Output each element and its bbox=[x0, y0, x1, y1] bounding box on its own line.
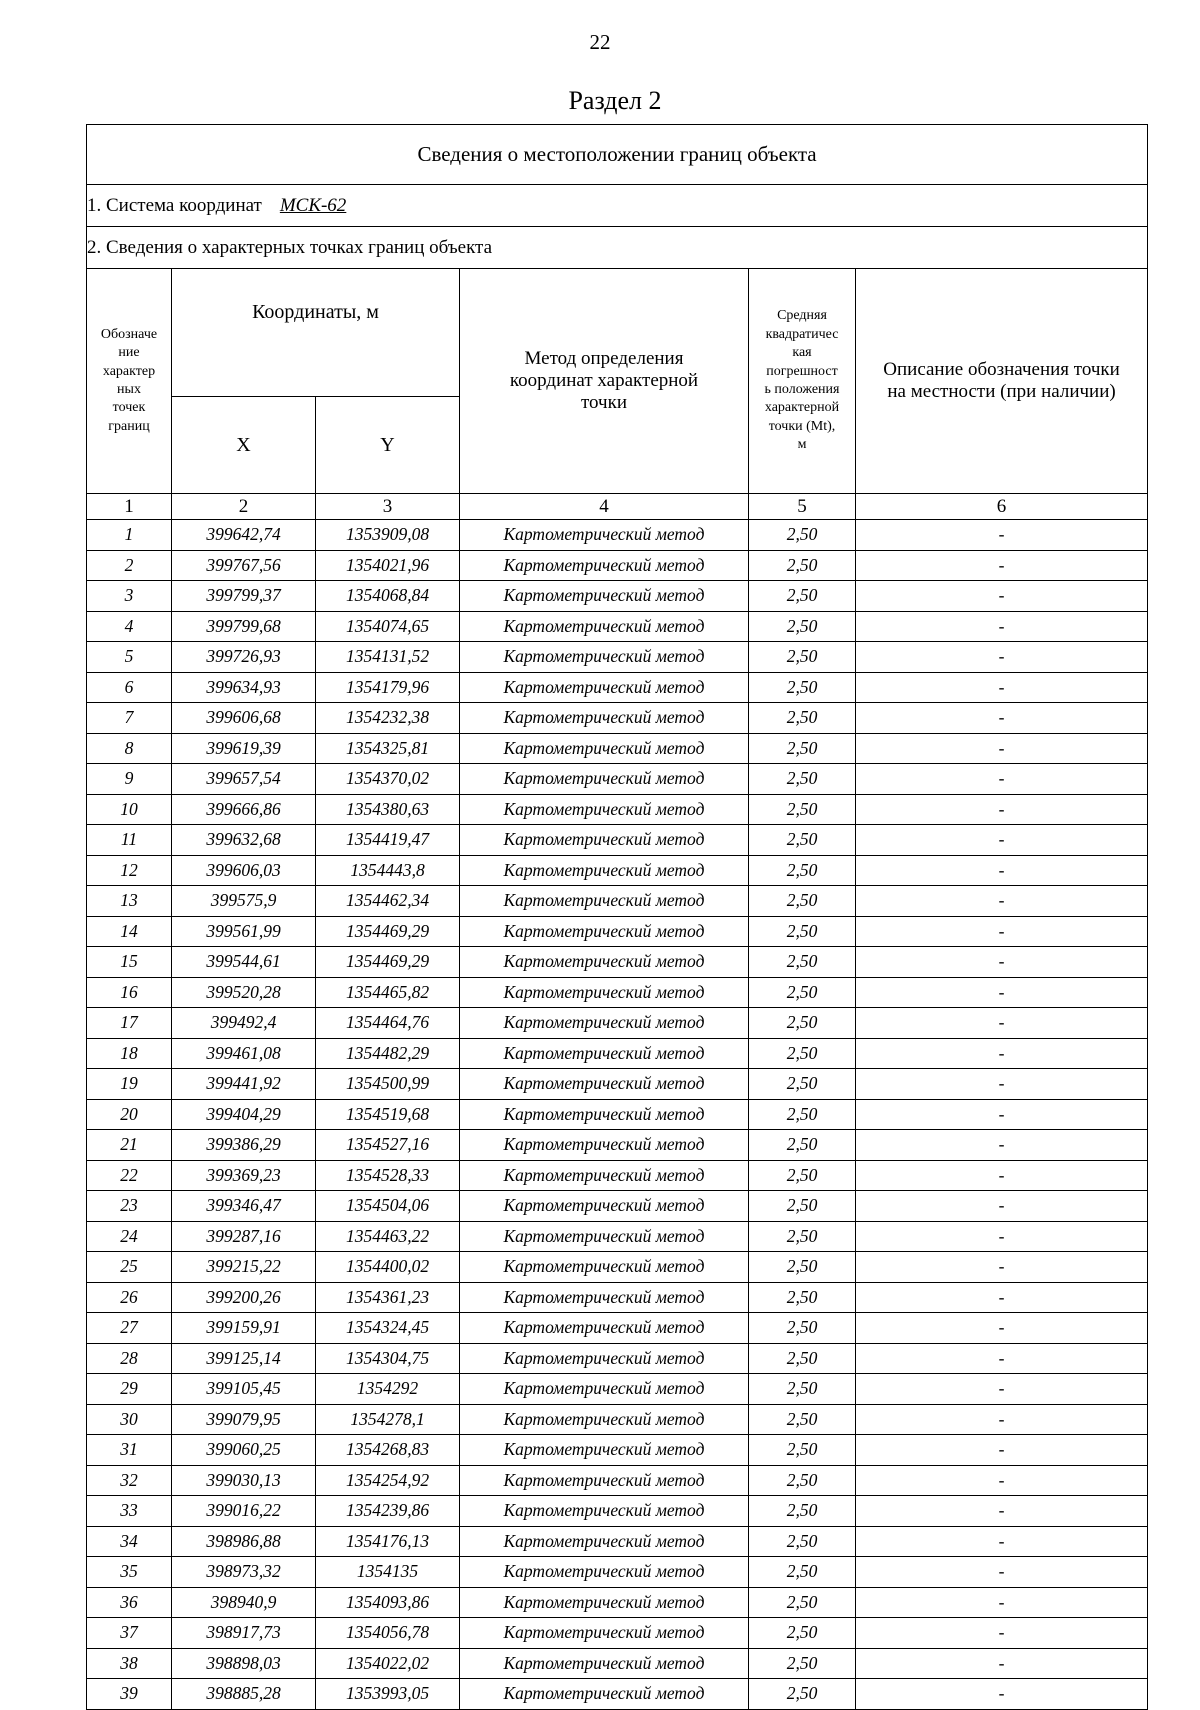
x-coordinate-cell: 398986,88 bbox=[172, 1526, 316, 1557]
error-cell: 2,50 bbox=[749, 1618, 856, 1649]
error-cell: 2,50 bbox=[749, 825, 856, 856]
description-cell: - bbox=[856, 1526, 1148, 1557]
point-number-cell: 22 bbox=[87, 1160, 172, 1191]
point-number-cell: 1 bbox=[87, 520, 172, 551]
header-coordinates: Координаты, м bbox=[172, 269, 460, 397]
boundary-points-table bbox=[86, 124, 1148, 1710]
point-number-cell: 29 bbox=[87, 1374, 172, 1405]
method-cell: Картометрический метод bbox=[460, 733, 749, 764]
point-number-cell: 26 bbox=[87, 1282, 172, 1313]
x-coordinate-cell: 399726,93 bbox=[172, 642, 316, 673]
x-coordinate-cell: 399666,86 bbox=[172, 794, 316, 825]
x-coordinate-cell: 399767,56 bbox=[172, 550, 316, 581]
x-coordinate-cell: 399799,37 bbox=[172, 581, 316, 612]
table-row bbox=[87, 1069, 1148, 1100]
description-cell: - bbox=[856, 1679, 1148, 1710]
table-row bbox=[87, 825, 1148, 856]
point-number-cell: 30 bbox=[87, 1404, 172, 1435]
description-cell: - bbox=[856, 1191, 1148, 1222]
y-coordinate-cell: 1354268,83 bbox=[316, 1435, 460, 1466]
coord-system-row bbox=[87, 185, 1148, 227]
y-coordinate-cell: 1354292 bbox=[316, 1374, 460, 1405]
table-row bbox=[87, 1679, 1148, 1710]
description-cell: - bbox=[856, 642, 1148, 673]
x-coordinate-cell: 398898,03 bbox=[172, 1648, 316, 1679]
description-cell: - bbox=[856, 825, 1148, 856]
table-row bbox=[87, 855, 1148, 886]
description-cell: - bbox=[856, 703, 1148, 734]
table-row bbox=[87, 1435, 1148, 1466]
column-numbers-row bbox=[87, 494, 1148, 520]
point-number-cell: 19 bbox=[87, 1069, 172, 1100]
method-cell: Картометрический метод bbox=[460, 977, 749, 1008]
y-coordinate-cell: 1354179,96 bbox=[316, 672, 460, 703]
table-row bbox=[87, 886, 1148, 917]
point-number-cell: 16 bbox=[87, 977, 172, 1008]
y-coordinate-cell: 1354304,75 bbox=[316, 1343, 460, 1374]
method-cell: Картометрический метод bbox=[460, 1679, 749, 1710]
error-cell: 2,50 bbox=[749, 1343, 856, 1374]
method-cell: Картометрический метод bbox=[460, 825, 749, 856]
error-cell: 2,50 bbox=[749, 1679, 856, 1710]
error-cell: 2,50 bbox=[749, 550, 856, 581]
page-number: 22 bbox=[589, 30, 611, 54]
header-error: Средняя квадратичес кая погрешност ь положения характерной точки (Mt), м bbox=[749, 269, 856, 494]
point-number-cell: 4 bbox=[87, 611, 172, 642]
x-coordinate-cell: 399079,95 bbox=[172, 1404, 316, 1435]
error-cell: 2,50 bbox=[749, 855, 856, 886]
table-row bbox=[87, 1648, 1148, 1679]
point-number-cell: 15 bbox=[87, 947, 172, 978]
error-cell: 2,50 bbox=[749, 733, 856, 764]
y-coordinate-cell: 1354239,86 bbox=[316, 1496, 460, 1527]
description-cell: - bbox=[856, 520, 1148, 551]
description-cell: - bbox=[856, 1069, 1148, 1100]
error-cell: 2,50 bbox=[749, 794, 856, 825]
description-cell: - bbox=[856, 916, 1148, 947]
y-coordinate-cell: 1354135 bbox=[316, 1557, 460, 1588]
error-cell: 2,50 bbox=[749, 642, 856, 673]
y-coordinate-cell: 1354254,92 bbox=[316, 1465, 460, 1496]
table-title: Сведения о местоположении границ объекта bbox=[87, 125, 1148, 185]
error-cell: 2,50 bbox=[749, 1099, 856, 1130]
table-row bbox=[87, 1618, 1148, 1649]
error-cell: 2,50 bbox=[749, 1038, 856, 1069]
point-number-cell: 31 bbox=[87, 1435, 172, 1466]
table-row bbox=[87, 1008, 1148, 1039]
header-description: Описание обозначения точки на местности (при наличии) bbox=[856, 269, 1148, 494]
method-cell: Картометрический метод bbox=[460, 672, 749, 703]
description-cell: - bbox=[856, 672, 1148, 703]
table-row bbox=[87, 1160, 1148, 1191]
y-coordinate-cell: 1354482,29 bbox=[316, 1038, 460, 1069]
table-row bbox=[87, 550, 1148, 581]
description-cell: - bbox=[856, 1587, 1148, 1618]
error-cell: 2,50 bbox=[749, 1252, 856, 1283]
table-row bbox=[87, 947, 1148, 978]
error-cell: 2,50 bbox=[749, 977, 856, 1008]
coord-system-value: МСК-62 bbox=[279, 194, 347, 216]
description-cell: - bbox=[856, 1252, 1148, 1283]
point-number-cell: 3 bbox=[87, 581, 172, 612]
y-coordinate-cell: 1354370,02 bbox=[316, 764, 460, 795]
y-coordinate-cell: 1353993,05 bbox=[316, 1679, 460, 1710]
description-cell: - bbox=[856, 1099, 1148, 1130]
point-number-cell: 36 bbox=[87, 1587, 172, 1618]
method-cell: Картометрический метод bbox=[460, 794, 749, 825]
method-cell: Картометрический метод bbox=[460, 1557, 749, 1588]
y-coordinate-cell: 1354443,8 bbox=[316, 855, 460, 886]
table-row bbox=[87, 1496, 1148, 1527]
error-cell: 2,50 bbox=[749, 916, 856, 947]
error-cell: 2,50 bbox=[749, 1282, 856, 1313]
y-coordinate-cell: 1354400,02 bbox=[316, 1252, 460, 1283]
y-coordinate-cell: 1354500,99 bbox=[316, 1069, 460, 1100]
y-coordinate-cell: 1354380,63 bbox=[316, 794, 460, 825]
y-coordinate-cell: 1354131,52 bbox=[316, 642, 460, 673]
description-cell: - bbox=[856, 1618, 1148, 1649]
description-cell: - bbox=[856, 1496, 1148, 1527]
table-row bbox=[87, 1374, 1148, 1405]
x-coordinate-cell: 399642,74 bbox=[172, 520, 316, 551]
y-coordinate-cell: 1353909,08 bbox=[316, 520, 460, 551]
header-designation: Обозначе ние характер ных точек границ bbox=[87, 269, 172, 494]
point-number-cell: 24 bbox=[87, 1221, 172, 1252]
error-cell: 2,50 bbox=[749, 1191, 856, 1222]
method-cell: Картометрический метод bbox=[460, 1221, 749, 1252]
description-cell: - bbox=[856, 1557, 1148, 1588]
description-cell: - bbox=[856, 1282, 1148, 1313]
description-cell: - bbox=[856, 794, 1148, 825]
table-row bbox=[87, 1557, 1148, 1588]
description-cell: - bbox=[856, 1435, 1148, 1466]
y-coordinate-cell: 1354232,38 bbox=[316, 703, 460, 734]
description-cell: - bbox=[856, 855, 1148, 886]
point-number-cell: 23 bbox=[87, 1191, 172, 1222]
table-row bbox=[87, 672, 1148, 703]
table-row bbox=[87, 1252, 1148, 1283]
error-cell: 2,50 bbox=[749, 1313, 856, 1344]
description-cell: - bbox=[856, 1160, 1148, 1191]
x-coordinate-cell: 399369,23 bbox=[172, 1160, 316, 1191]
table-header bbox=[87, 125, 1148, 520]
error-cell: 2,50 bbox=[749, 1069, 856, 1100]
y-coordinate-cell: 1354527,16 bbox=[316, 1130, 460, 1161]
x-coordinate-cell: 399159,91 bbox=[172, 1313, 316, 1344]
error-cell: 2,50 bbox=[749, 1648, 856, 1679]
y-coordinate-cell: 1354056,78 bbox=[316, 1618, 460, 1649]
method-cell: Картометрический метод bbox=[460, 855, 749, 886]
method-cell: Картометрический метод bbox=[460, 550, 749, 581]
x-coordinate-cell: 399492,4 bbox=[172, 1008, 316, 1039]
y-coordinate-cell: 1354093,86 bbox=[316, 1587, 460, 1618]
x-coordinate-cell: 399346,47 bbox=[172, 1191, 316, 1222]
description-cell: - bbox=[856, 733, 1148, 764]
table-row bbox=[87, 916, 1148, 947]
description-cell: - bbox=[856, 550, 1148, 581]
error-cell: 2,50 bbox=[749, 947, 856, 978]
method-cell: Картометрический метод bbox=[460, 1252, 749, 1283]
error-cell: 2,50 bbox=[749, 1130, 856, 1161]
description-cell: - bbox=[856, 1130, 1148, 1161]
y-coordinate-cell: 1354176,13 bbox=[316, 1526, 460, 1557]
point-number-cell: 11 bbox=[87, 825, 172, 856]
y-coordinate-cell: 1354361,23 bbox=[316, 1282, 460, 1313]
x-coordinate-cell: 399606,68 bbox=[172, 703, 316, 734]
error-cell: 2,50 bbox=[749, 1404, 856, 1435]
error-cell: 2,50 bbox=[749, 1496, 856, 1527]
y-coordinate-cell: 1354519,68 bbox=[316, 1099, 460, 1130]
y-coordinate-cell: 1354504,06 bbox=[316, 1191, 460, 1222]
method-cell: Картометрический метод bbox=[460, 611, 749, 642]
point-number-cell: 20 bbox=[87, 1099, 172, 1130]
x-coordinate-cell: 399030,13 bbox=[172, 1465, 316, 1496]
method-cell: Картометрический метод bbox=[460, 1465, 749, 1496]
column-number: 5 bbox=[749, 494, 856, 520]
point-number-cell: 6 bbox=[87, 672, 172, 703]
y-coordinate-cell: 1354021,96 bbox=[316, 550, 460, 581]
point-number-cell: 9 bbox=[87, 764, 172, 795]
point-number-cell: 8 bbox=[87, 733, 172, 764]
table-row bbox=[87, 642, 1148, 673]
x-coordinate-cell: 398940,9 bbox=[172, 1587, 316, 1618]
column-number: 1 bbox=[87, 494, 172, 520]
error-cell: 2,50 bbox=[749, 1587, 856, 1618]
point-number-cell: 25 bbox=[87, 1252, 172, 1283]
point-number-cell: 14 bbox=[87, 916, 172, 947]
table-row bbox=[87, 1587, 1148, 1618]
y-coordinate-cell: 1354462,34 bbox=[316, 886, 460, 917]
y-coordinate-cell: 1354465,82 bbox=[316, 977, 460, 1008]
y-coordinate-cell: 1354419,47 bbox=[316, 825, 460, 856]
point-number-cell: 17 bbox=[87, 1008, 172, 1039]
x-coordinate-cell: 399799,68 bbox=[172, 611, 316, 642]
table-row bbox=[87, 611, 1148, 642]
table-row bbox=[87, 703, 1148, 734]
x-coordinate-cell: 399215,22 bbox=[172, 1252, 316, 1283]
method-cell: Картометрический метод bbox=[460, 1587, 749, 1618]
x-coordinate-cell: 399575,9 bbox=[172, 886, 316, 917]
error-cell: 2,50 bbox=[749, 672, 856, 703]
y-coordinate-cell: 1354324,45 bbox=[316, 1313, 460, 1344]
method-cell: Картометрический метод bbox=[460, 1618, 749, 1649]
description-cell: - bbox=[856, 611, 1148, 642]
method-cell: Картометрический метод bbox=[460, 1648, 749, 1679]
error-cell: 2,50 bbox=[749, 1465, 856, 1496]
table-row bbox=[87, 1465, 1148, 1496]
y-coordinate-cell: 1354074,65 bbox=[316, 611, 460, 642]
table-row bbox=[87, 520, 1148, 551]
y-coordinate-cell: 1354464,76 bbox=[316, 1008, 460, 1039]
point-number-cell: 37 bbox=[87, 1618, 172, 1649]
x-coordinate-cell: 398885,28 bbox=[172, 1679, 316, 1710]
y-coordinate-cell: 1354469,29 bbox=[316, 947, 460, 978]
description-cell: - bbox=[856, 764, 1148, 795]
table-row bbox=[87, 1130, 1148, 1161]
method-cell: Картометрический метод bbox=[460, 886, 749, 917]
point-number-cell: 13 bbox=[87, 886, 172, 917]
point-number-cell: 35 bbox=[87, 1557, 172, 1588]
method-cell: Картометрический метод bbox=[460, 1282, 749, 1313]
description-cell: - bbox=[856, 1008, 1148, 1039]
points-title: 2. Сведения о характерных точках границ объекта bbox=[87, 227, 1148, 269]
point-number-cell: 27 bbox=[87, 1313, 172, 1344]
method-cell: Картометрический метод bbox=[460, 1008, 749, 1039]
description-cell: - bbox=[856, 947, 1148, 978]
y-coordinate-cell: 1354463,22 bbox=[316, 1221, 460, 1252]
point-number-cell: 12 bbox=[87, 855, 172, 886]
method-cell: Картометрический метод bbox=[460, 947, 749, 978]
table-row bbox=[87, 733, 1148, 764]
error-cell: 2,50 bbox=[749, 1557, 856, 1588]
point-number-cell: 39 bbox=[87, 1679, 172, 1710]
description-cell: - bbox=[856, 1374, 1148, 1405]
x-coordinate-cell: 399404,29 bbox=[172, 1099, 316, 1130]
table-row bbox=[87, 1313, 1148, 1344]
x-coordinate-cell: 398973,32 bbox=[172, 1557, 316, 1588]
description-cell: - bbox=[856, 886, 1148, 917]
point-number-cell: 18 bbox=[87, 1038, 172, 1069]
point-number-cell: 21 bbox=[87, 1130, 172, 1161]
method-cell: Картометрический метод bbox=[460, 916, 749, 947]
table-body bbox=[87, 520, 1148, 1710]
column-number: 2 bbox=[172, 494, 316, 520]
table-row bbox=[87, 1191, 1148, 1222]
point-number-cell: 5 bbox=[87, 642, 172, 673]
method-cell: Картометрический метод bbox=[460, 1099, 749, 1130]
description-cell: - bbox=[856, 977, 1148, 1008]
x-coordinate-cell: 399657,54 bbox=[172, 764, 316, 795]
method-cell: Картометрический метод bbox=[460, 1313, 749, 1344]
error-cell: 2,50 bbox=[749, 1008, 856, 1039]
description-cell: - bbox=[856, 1221, 1148, 1252]
method-cell: Картометрический метод bbox=[460, 1526, 749, 1557]
description-cell: - bbox=[856, 1038, 1148, 1069]
header-method: Метод определения координат характерной точки bbox=[460, 269, 749, 494]
column-number: 6 bbox=[856, 494, 1148, 520]
method-cell: Картометрический метод bbox=[460, 1160, 749, 1191]
error-cell: 2,50 bbox=[749, 1374, 856, 1405]
method-cell: Картометрический метод bbox=[460, 1496, 749, 1527]
x-coordinate-cell: 399060,25 bbox=[172, 1435, 316, 1466]
y-coordinate-cell: 1354068,84 bbox=[316, 581, 460, 612]
method-cell: Картометрический метод bbox=[460, 1038, 749, 1069]
point-number-cell: 28 bbox=[87, 1343, 172, 1374]
description-cell: - bbox=[856, 1313, 1148, 1344]
x-coordinate-cell: 399632,68 bbox=[172, 825, 316, 856]
x-coordinate-cell: 399441,92 bbox=[172, 1069, 316, 1100]
point-number-cell: 10 bbox=[87, 794, 172, 825]
header-y: Y bbox=[316, 397, 460, 494]
method-cell: Картометрический метод bbox=[460, 1069, 749, 1100]
error-cell: 2,50 bbox=[749, 1221, 856, 1252]
table-row bbox=[87, 1526, 1148, 1557]
y-coordinate-cell: 1354528,33 bbox=[316, 1160, 460, 1191]
method-cell: Картометрический метод bbox=[460, 1343, 749, 1374]
method-cell: Картометрический метод bbox=[460, 1404, 749, 1435]
header-x: X bbox=[172, 397, 316, 494]
point-number-cell: 38 bbox=[87, 1648, 172, 1679]
description-cell: - bbox=[856, 1648, 1148, 1679]
x-coordinate-cell: 399461,08 bbox=[172, 1038, 316, 1069]
y-coordinate-cell: 1354278,1 bbox=[316, 1404, 460, 1435]
x-coordinate-cell: 399200,26 bbox=[172, 1282, 316, 1313]
column-number: 4 bbox=[460, 494, 749, 520]
x-coordinate-cell: 399606,03 bbox=[172, 855, 316, 886]
description-cell: - bbox=[856, 1404, 1148, 1435]
method-cell: Картометрический метод bbox=[460, 581, 749, 612]
table-row bbox=[87, 764, 1148, 795]
x-coordinate-cell: 399561,99 bbox=[172, 916, 316, 947]
method-cell: Картометрический метод bbox=[460, 764, 749, 795]
method-cell: Картометрический метод bbox=[460, 1374, 749, 1405]
point-number-cell: 32 bbox=[87, 1465, 172, 1496]
x-coordinate-cell: 399544,61 bbox=[172, 947, 316, 978]
description-cell: - bbox=[856, 1343, 1148, 1374]
x-coordinate-cell: 399386,29 bbox=[172, 1130, 316, 1161]
table-row bbox=[87, 1282, 1148, 1313]
coord-system-label: 1. Система координат bbox=[87, 194, 262, 216]
point-number-cell: 7 bbox=[87, 703, 172, 734]
y-coordinate-cell: 1354469,29 bbox=[316, 916, 460, 947]
point-number-cell: 33 bbox=[87, 1496, 172, 1527]
column-number: 3 bbox=[316, 494, 460, 520]
error-cell: 2,50 bbox=[749, 764, 856, 795]
error-cell: 2,50 bbox=[749, 520, 856, 551]
method-cell: Картометрический метод bbox=[460, 703, 749, 734]
x-coordinate-cell: 399634,93 bbox=[172, 672, 316, 703]
x-coordinate-cell: 399105,45 bbox=[172, 1374, 316, 1405]
y-coordinate-cell: 1354325,81 bbox=[316, 733, 460, 764]
method-cell: Картометрический метод bbox=[460, 520, 749, 551]
x-coordinate-cell: 399520,28 bbox=[172, 977, 316, 1008]
table-row bbox=[87, 1221, 1148, 1252]
x-coordinate-cell: 399016,22 bbox=[172, 1496, 316, 1527]
x-coordinate-cell: 399287,16 bbox=[172, 1221, 316, 1252]
section-title: Раздел 2 bbox=[568, 86, 662, 115]
table-row bbox=[87, 977, 1148, 1008]
point-number-cell: 34 bbox=[87, 1526, 172, 1557]
table-row bbox=[87, 1404, 1148, 1435]
table-row bbox=[87, 1038, 1148, 1069]
method-cell: Картометрический метод bbox=[460, 1435, 749, 1466]
error-cell: 2,50 bbox=[749, 1160, 856, 1191]
table-row bbox=[87, 1099, 1148, 1130]
point-number-cell: 2 bbox=[87, 550, 172, 581]
description-cell: - bbox=[856, 1465, 1148, 1496]
table-row bbox=[87, 794, 1148, 825]
error-cell: 2,50 bbox=[749, 703, 856, 734]
table-row bbox=[87, 1343, 1148, 1374]
x-coordinate-cell: 398917,73 bbox=[172, 1618, 316, 1649]
x-coordinate-cell: 399619,39 bbox=[172, 733, 316, 764]
error-cell: 2,50 bbox=[749, 886, 856, 917]
table-row bbox=[87, 581, 1148, 612]
method-cell: Картометрический метод bbox=[460, 1130, 749, 1161]
error-cell: 2,50 bbox=[749, 1526, 856, 1557]
error-cell: 2,50 bbox=[749, 611, 856, 642]
method-cell: Картометрический метод bbox=[460, 1191, 749, 1222]
description-cell: - bbox=[856, 581, 1148, 612]
error-cell: 2,50 bbox=[749, 581, 856, 612]
method-cell: Картометрический метод bbox=[460, 642, 749, 673]
error-cell: 2,50 bbox=[749, 1435, 856, 1466]
x-coordinate-cell: 399125,14 bbox=[172, 1343, 316, 1374]
y-coordinate-cell: 1354022,02 bbox=[316, 1648, 460, 1679]
